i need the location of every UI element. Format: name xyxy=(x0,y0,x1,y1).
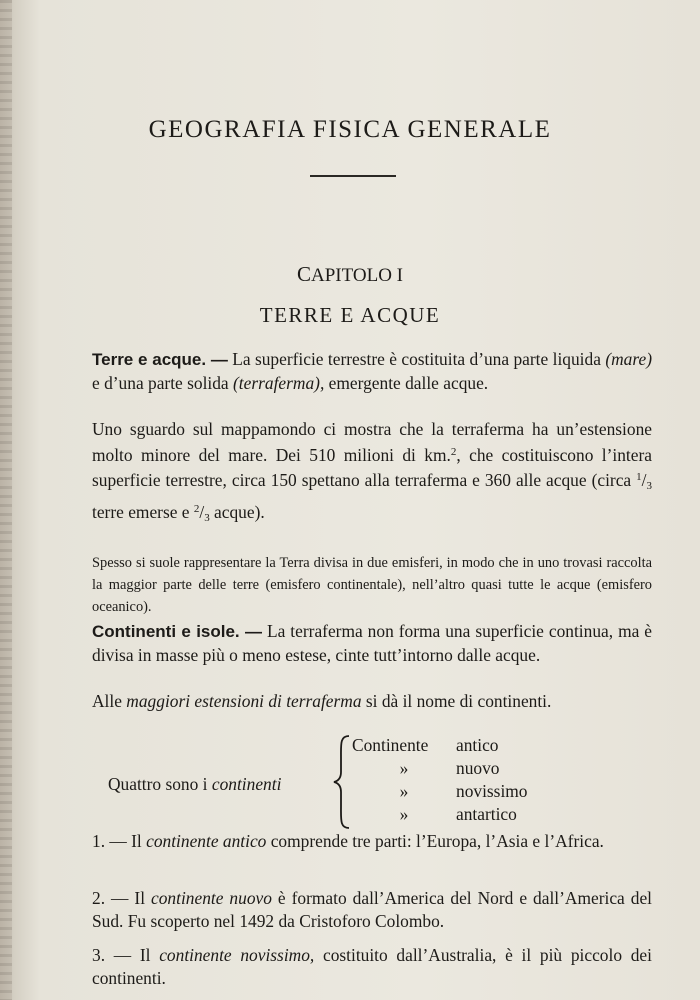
text-run: , che costituiscono l’intera superficie terrestre, circa 150 spettano alla terraferma e 360 alle acque (circa xyxy=(92,444,652,490)
continents-list xyxy=(352,734,528,826)
italic-run: continenti xyxy=(211,774,282,794)
ditto-mark: » xyxy=(399,781,409,801)
paragraph-continenti-nome xyxy=(92,690,652,713)
text-run: 1. — Il xyxy=(92,831,147,851)
chapter-label xyxy=(0,262,700,287)
continent-head: Continente xyxy=(352,735,429,755)
fraction-numerator: 1 xyxy=(636,471,642,483)
fraction-denominator: 3 xyxy=(646,480,652,492)
paragraph-emisferi: Spesso si suole rappresentare la Terra divisa in due emisferi, in modo che in uno trovasi raccolta la maggior parte delle terre (emisfero continentale), nell’altro quasi tutte le acque (emisfero oceanico). xyxy=(92,555,652,615)
italic-run: continente novissimo, xyxy=(159,945,315,965)
list-item xyxy=(352,780,528,803)
paragraph-continenti-isole xyxy=(92,620,652,666)
text-run: 2. — Il xyxy=(92,888,152,908)
paragraph-continente-novissimo xyxy=(92,944,652,989)
section-heading: Continenti e isole. — xyxy=(92,622,263,641)
text-run: La superficie terrestre è costituita d’una parte liquida xyxy=(227,349,606,369)
fraction-slash: / xyxy=(199,501,205,522)
continent-name: novissimo xyxy=(456,781,528,801)
text-run: terre emerse e xyxy=(92,501,194,522)
text-run: si dà il nome di continenti. xyxy=(361,691,552,711)
ditto-mark: » xyxy=(399,758,409,778)
text-run: La terraferma non forma una superficie continua, ma è divisa in masse più o meno estese, cinte tutt’intorno dalle acque. xyxy=(92,621,653,665)
paragraph-continente-nuovo xyxy=(92,887,652,932)
italic-run: maggiori estensioni di terraferma xyxy=(126,691,362,711)
fraction-denominator: 3 xyxy=(204,511,210,524)
text-run: acque). xyxy=(209,501,265,522)
paragraph-terre-acque xyxy=(92,348,652,394)
text-run: Quattro sono i xyxy=(108,774,212,794)
text-run: costituito dall’Australia, è il più piccolo dei continenti. xyxy=(92,945,652,988)
italic-run: continente nuovo xyxy=(151,888,272,908)
continent-name: nuovo xyxy=(456,758,500,778)
list-item xyxy=(352,757,528,780)
fraction-slash: / xyxy=(641,470,647,490)
fraction-numerator: 2 xyxy=(193,502,200,515)
italic-run: continente antico xyxy=(146,831,267,851)
text-run: emergente dalle acque. xyxy=(324,372,489,393)
list-item xyxy=(352,803,528,826)
page-spine-shadow xyxy=(0,0,12,1000)
brace-label xyxy=(108,774,281,795)
main-title: GEOGRAFIA FISICA GENERALE xyxy=(148,116,552,143)
continent-name: antico xyxy=(456,735,499,755)
continents-brace-table xyxy=(108,734,578,834)
chapter-rest: APITOLO I xyxy=(311,265,404,286)
text-run: Alle xyxy=(92,691,127,711)
superscript: 2 xyxy=(450,445,457,458)
italic-run: (mare) xyxy=(605,349,652,369)
text-run: Uno sguardo sul mappamondo ci mostra che la terraferma ha un’estensione molto minore del mare. Dei 510 milioni di km. xyxy=(92,419,652,465)
text-run: è formato dall’America del Nord e dall’America del Sud. Fu scoperto nel 1492 da Cristoforo Colombo. xyxy=(92,888,652,931)
italic-run: (terraferma), xyxy=(233,372,325,393)
paragraph-continente-antico xyxy=(92,830,652,853)
curly-brace-icon xyxy=(332,734,352,830)
text-run: 3. — Il xyxy=(92,945,160,965)
paragraph-mappamondo xyxy=(92,418,652,529)
chapter-initial: C xyxy=(296,262,311,286)
text-run: e d’una parte solida xyxy=(92,372,234,393)
title-divider xyxy=(310,175,396,177)
continent-name: antartico xyxy=(456,804,517,824)
chapter-title: TERRE E ACQUE xyxy=(259,303,441,327)
ditto-mark: » xyxy=(399,804,409,824)
section-heading: Terre e acque. — xyxy=(92,350,228,369)
text-run: comprende tre parti: l’Europa, l’Asia e l’Africa. xyxy=(266,831,604,851)
list-item xyxy=(352,734,528,757)
